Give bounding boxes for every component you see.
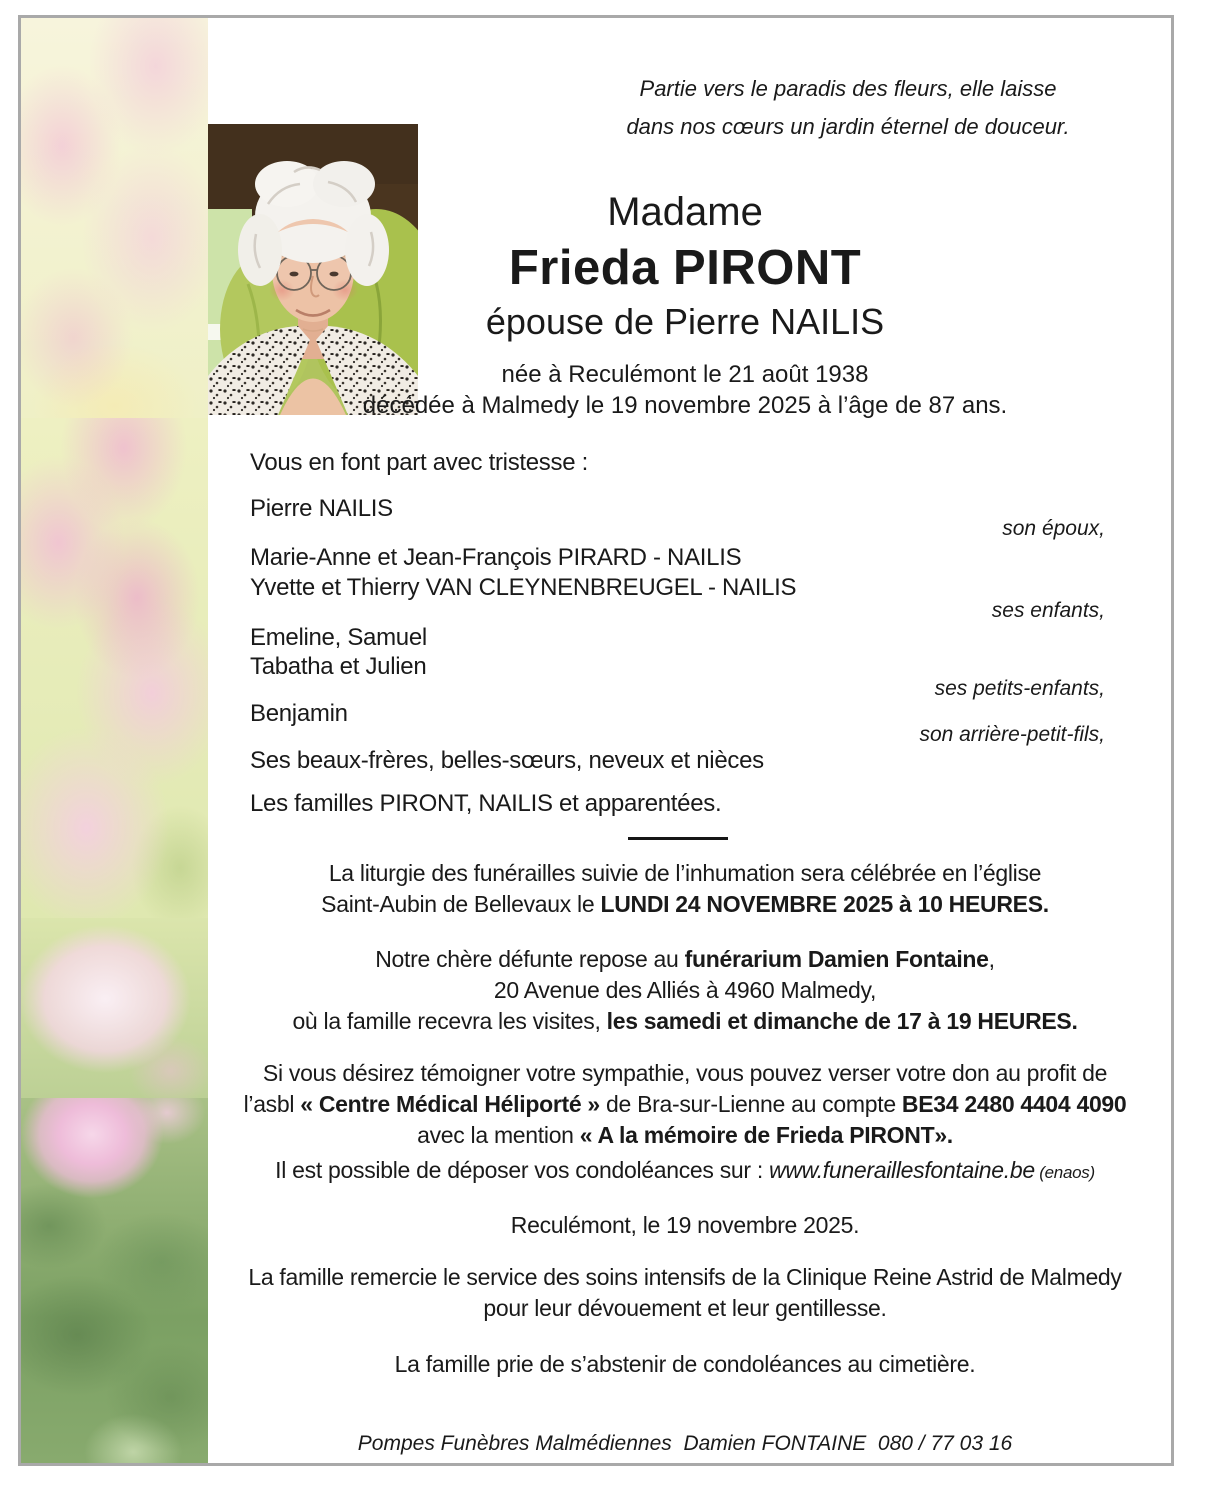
- repose-line-1: [375, 946, 995, 973]
- mourner-name: Emeline, Samuel: [250, 624, 427, 651]
- flower-photo-middle: [21, 418, 208, 918]
- visit-hours-bold: les samedi et dimanche de 17 à 19 HEURES.: [606, 1008, 1078, 1034]
- repose-line-3-text: où la famille recevra les visites,: [292, 1008, 607, 1034]
- death-line: décédée à Malmedy le 19 novembre 2025 à l’âge de 87 ans.: [362, 392, 1008, 419]
- repose-line-1-suffix: ,: [988, 946, 995, 972]
- relation-label-great-grandson: son arrière-petit-fils,: [919, 723, 1105, 746]
- announcement-intro: Vous en font part avec tristesse :: [250, 449, 588, 476]
- repose-line-3: [292, 1008, 1077, 1035]
- other-relatives-line: Ses beaux-frères, belles-sœurs, neveux et nièces: [250, 747, 764, 774]
- repose-line-1-text: Notre chère défunte repose au: [375, 946, 685, 972]
- donation-line-3-text: avec la mention: [417, 1122, 580, 1148]
- ceremony-line-2-text: Saint-Aubin de Bellevaux le: [321, 891, 601, 917]
- ceremony-line-2: [321, 891, 1049, 918]
- donation-line-2-text: l’asbl: [243, 1091, 301, 1117]
- salutation: Madame: [607, 190, 763, 234]
- enaos-note: (enaos): [1034, 1163, 1095, 1182]
- flower-photo-bottom: [21, 1098, 208, 1463]
- thanks-line-2: pour leur dévouement et leur gentillesse.: [483, 1295, 887, 1321]
- flower-strip-photo: [21, 18, 208, 1463]
- donation-line-2-mid: de Bra-sur-Lienne au compte: [599, 1091, 902, 1117]
- families-line: Les familles PIRONT, NAILIS et apparentées.: [250, 790, 722, 817]
- thanks-line-1: La famille remercie le service des soins intensifs de la Clinique Reine Astrid de Malmedy: [248, 1264, 1122, 1290]
- mourner-name: Marie-Anne et Jean-François PIRARD - NAILIS: [250, 544, 742, 571]
- website-text: www.funeraillesfontaine.be: [769, 1157, 1035, 1183]
- dateline: Reculémont, le 19 novembre 2025.: [510, 1212, 860, 1238]
- relation-label-spouse: son époux,: [1002, 517, 1105, 540]
- epigraph-line-2: dans nos cœurs un jardin éternel de douceur.: [626, 114, 1070, 139]
- mourner-name: Yvette et Thierry VAN CLEYNENBREUGEL - NAILIS: [250, 574, 797, 601]
- portrait-illustration: [208, 124, 418, 415]
- spouse-line: épouse de Pierre NAILIS: [485, 301, 885, 342]
- funeral-home-bold: funérarium Damien Fontaine: [684, 946, 989, 972]
- final-note: La famille prie de s’abstenir de condoléances au cimetière.: [394, 1351, 976, 1377]
- flower-photo-lower: [21, 918, 208, 1098]
- condolences-text: Il est possible de déposer vos condoléances sur :: [275, 1157, 770, 1183]
- mourner-name: Tabatha et Julien: [250, 653, 427, 680]
- donation-line-3: [417, 1122, 953, 1149]
- bank-account-bold: BE34 2480 4404 4090: [901, 1091, 1127, 1117]
- birth-line: née à Reculémont le 21 août 1938: [501, 361, 869, 388]
- section-divider: [628, 837, 728, 840]
- flower-photo-top: [21, 18, 208, 418]
- portrait-photo: [208, 124, 418, 415]
- mourner-name: Pierre NAILIS: [250, 495, 393, 522]
- memory-mention-bold: « A la mémoire de Frieda PIRONT».: [579, 1122, 953, 1148]
- relation-label-grandchildren: ses petits-enfants,: [934, 677, 1105, 700]
- ceremony-date-bold: LUNDI 24 NOVEMBRE 2025 à 10 HEURES.: [600, 891, 1049, 917]
- relation-label-children: ses enfants,: [991, 599, 1105, 622]
- epigraph-line-1: Partie vers le paradis des fleurs, elle laisse: [639, 76, 1057, 101]
- mourner-name: Benjamin: [250, 700, 348, 727]
- donation-line-2: [244, 1091, 1127, 1118]
- donation-line-1: Si vous désirez témoigner votre sympathie, vous pouvez verser votre don au profit de: [262, 1060, 1108, 1086]
- ceremony-line-1: La liturgie des funérailles suivie de l’inhumation sera célébrée en l’église: [328, 860, 1042, 886]
- condolences-line: [275, 1157, 1095, 1184]
- deceased-name: Frieda PIRONT: [508, 241, 862, 295]
- repose-line-2: 20 Avenue des Alliés à 4960 Malmedy,: [493, 977, 877, 1003]
- charity-name-bold: « Centre Médical Héliporté »: [300, 1091, 600, 1117]
- funeral-home-footer: Pompes Funèbres Malmédiennes Damien FONTAINE 080 / 77 03 16: [357, 1432, 1013, 1455]
